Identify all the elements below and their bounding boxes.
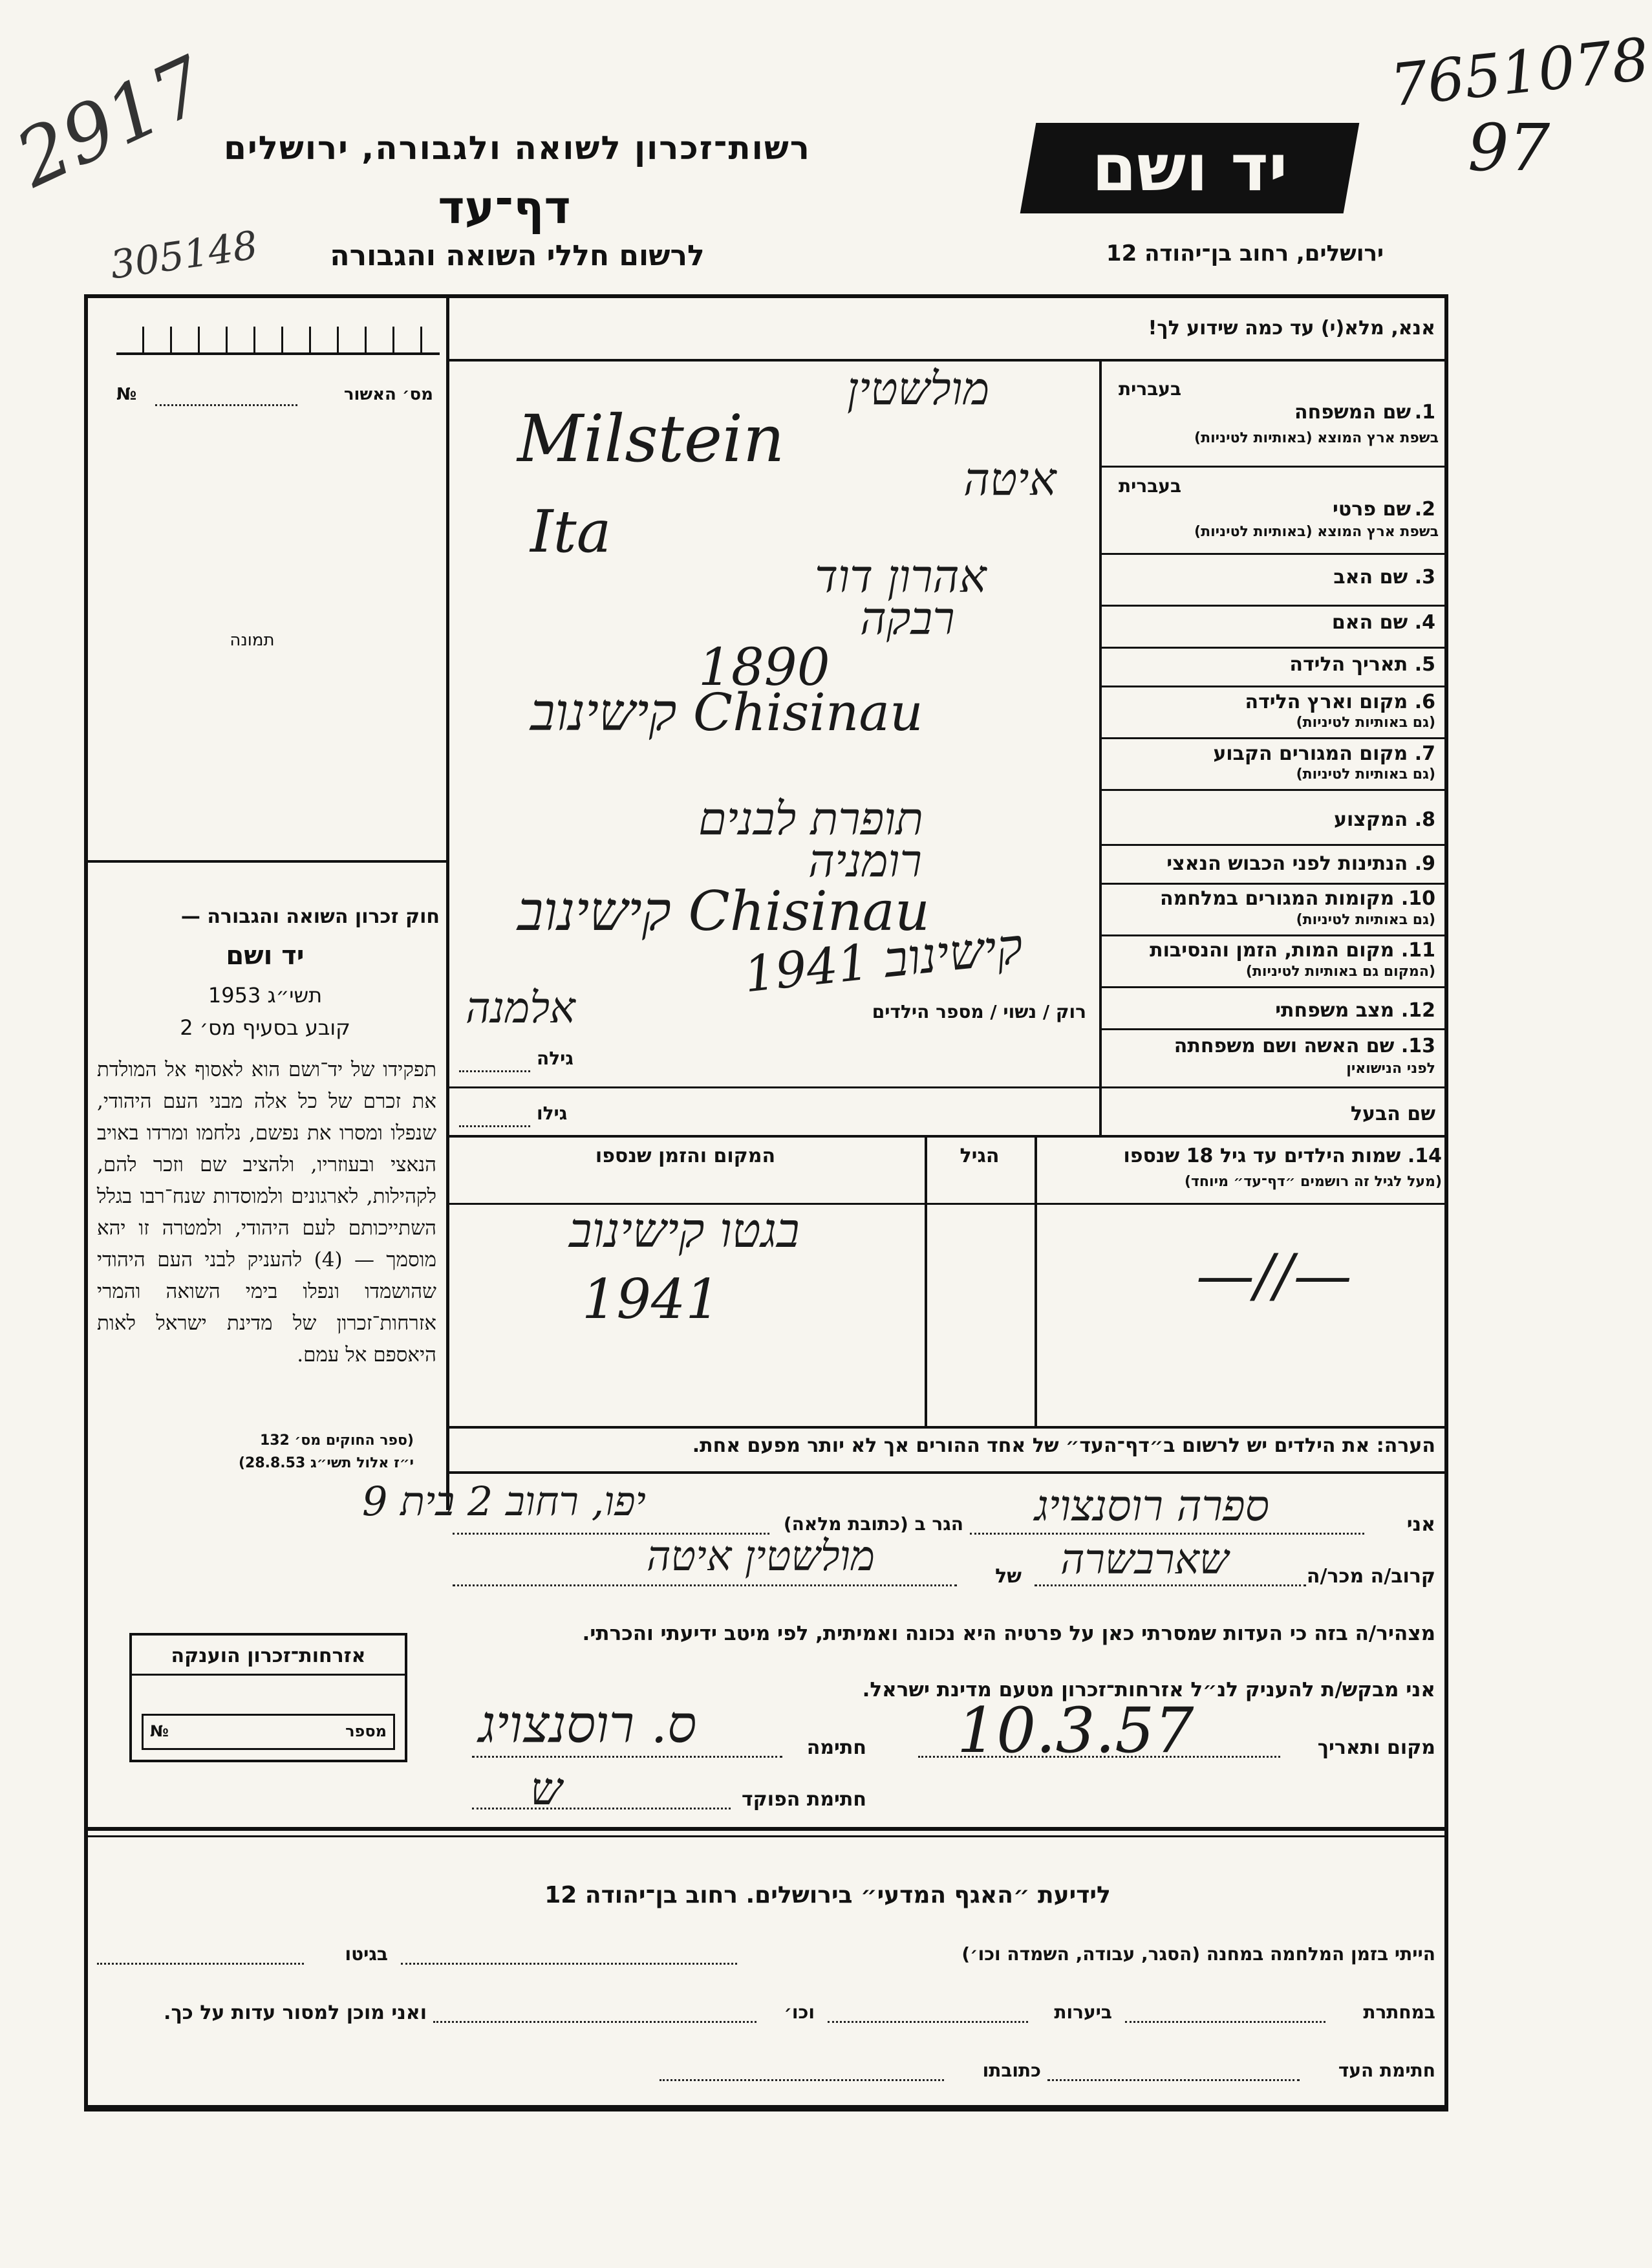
children-age-header: הגיל <box>960 1145 1000 1167</box>
row12-number: 12. <box>1400 999 1435 1022</box>
stamp-number-label: מספר <box>345 1722 387 1740</box>
row5-number: 5. <box>1414 653 1435 676</box>
of-value: מולשטין איטה <box>647 1533 875 1581</box>
stamp-title: אזרחות־זכרון הוענקה <box>132 1645 405 1676</box>
law-reference-2: י״ז אלול תשי״ג 28.8.53) <box>238 1455 414 1471</box>
nationality: רומניה <box>808 834 922 887</box>
left-margin-note: 2917 <box>3 39 220 206</box>
officer-signature-label: חתימת הפוקד <box>742 1788 866 1811</box>
note-text: הערה: את הילדים יש לרשום ב״דף־העד״ של אחד ההורים אך לא יותר מפעם אחת. <box>692 1434 1435 1457</box>
row1-number: 1. <box>1414 401 1435 424</box>
declarant-address: יפו, רחוב 2 בית 9 <box>362 1478 646 1525</box>
approval-number-label: מס׳ האשור <box>343 385 433 404</box>
father-name: אהרון דוד <box>815 550 987 603</box>
law-reference-1: (ספר החוקים מס׳ 132 <box>259 1432 414 1449</box>
row6-label <box>1112 691 1435 713</box>
row11-label <box>1112 939 1435 962</box>
relation-value: שארבשרה <box>1060 1536 1229 1584</box>
row1-label <box>1112 401 1435 424</box>
row9-title: הנתינות לפני הכבוש הנאצי <box>1166 852 1408 875</box>
children-sub: (מעל לגיל זה רושמים ״דף־עד״ מיוחד) <box>1184 1174 1442 1190</box>
declarant-signature: ס. רוסנצויג <box>478 1694 697 1755</box>
row2-hebrew-tag: בעברית <box>1119 475 1182 497</box>
row11-number: 11. <box>1400 939 1435 962</box>
marital-options: רוק / נשוי / מספר הילדים <box>872 1001 1086 1022</box>
memorial-citizenship-stamp <box>129 1633 407 1762</box>
given-name-latin: Ita <box>530 498 612 566</box>
law-title: חוק זכרון השואה והגבורה — <box>180 905 440 928</box>
form-title: דף־עד <box>438 181 571 234</box>
form-intro: אנא, מלא(י) עד כמה שידוע לך! <box>1148 317 1435 340</box>
row9-number: 9. <box>1414 852 1435 875</box>
place-of-death: קישינוב 1941 <box>741 916 1026 1004</box>
row5-title: תאריך הלידה <box>1289 653 1408 676</box>
officer-signature: ש <box>530 1762 563 1815</box>
row1-title: שם המשפחה <box>1294 401 1411 424</box>
archive-sub-number: 97 <box>1468 110 1550 186</box>
row1-sub: בשפת ארץ המוצא (באותיות לטיניות) <box>1194 430 1439 446</box>
row8-label <box>1112 808 1435 831</box>
law-logo: יד ושם <box>226 941 305 971</box>
footer-camp-line: הייתי בזמן המלחמה במחנה (הסגר, עבודה, השמדה וכו׳) <box>961 1943 1435 1965</box>
row6-number: 6. <box>1414 691 1435 713</box>
children-place-header: המקום והזמן שנספו <box>595 1145 776 1167</box>
stamp-number-suffix: № <box>150 1722 169 1740</box>
footer-ready: ואני מוכן למסור עדות על כך. <box>164 2002 427 2024</box>
row13-number: 13. <box>1400 1035 1435 1057</box>
declarant-i-label: אני <box>1406 1513 1435 1536</box>
row5-label <box>1112 653 1435 676</box>
place-date-label: מקום ותאריך <box>1317 1736 1435 1759</box>
archive-number: 7651078 <box>1387 25 1652 120</box>
row9-label <box>1112 852 1435 875</box>
photo-label: תמונה <box>230 631 275 650</box>
law-year: תשי״ג 1953 <box>208 983 323 1008</box>
request-text: אני מבקש/ת להעניק לנ״ל אזרחות־זכרון מטעם מדינת ישראל. <box>862 1678 1435 1701</box>
row8-number: 8. <box>1414 808 1435 831</box>
surname-latin: Milstein <box>517 401 785 477</box>
row2-title: שם פרטי <box>1333 498 1411 521</box>
birth-place: קישינוב Chisinau <box>530 682 923 742</box>
left-margin-note-2: 305148 <box>107 222 261 288</box>
wife-age-label: גילה <box>537 1048 574 1069</box>
children-year-value: 1941 <box>582 1268 720 1331</box>
declarant-name: ספרה רוסנצויג <box>1035 1481 1270 1531</box>
husband-label: שם הבעל <box>1350 1103 1435 1125</box>
row10-label <box>1112 887 1435 910</box>
logo-text: יד ושם <box>1091 130 1288 206</box>
row6-title: מקום וארץ הלידה <box>1245 691 1408 713</box>
wartime-residence: קישינוב Chisinau <box>517 880 930 943</box>
authority-name: רשות־זכרון לשואה ולגבורה, ירושלים <box>224 129 811 167</box>
row2-number: 2. <box>1414 498 1435 521</box>
footer-forests: ביערות <box>1054 2002 1112 2023</box>
surname-hebrew: מולשטין <box>847 362 990 415</box>
row12-label <box>1112 999 1435 1022</box>
row2-sub: בשפת ארץ המוצא (באותיות לטיניות) <box>1194 524 1439 540</box>
row13-title: שם האשה ושם משפחתה <box>1174 1035 1395 1057</box>
footer-witness-signature: חתימת העד <box>1338 2060 1435 2081</box>
husband-age-label: גילו <box>537 1103 568 1124</box>
signature-label: חתימה <box>806 1736 866 1759</box>
place-date-value: 10.3.57 <box>957 1694 1194 1767</box>
approval-ticks <box>116 327 440 355</box>
row10-title: מקומות המגורים במלחמה <box>1160 887 1395 910</box>
approval-number-suffix: № <box>116 385 137 404</box>
row12-title: מצב משפחתי <box>1275 999 1395 1022</box>
declarant-resides-label: הגר ב (כתובת מלאה) <box>783 1513 963 1535</box>
of-label: של <box>995 1565 1022 1588</box>
row3-title: שם האב <box>1333 566 1408 589</box>
row3-number: 3. <box>1414 566 1435 589</box>
children-place-value: בגטו קישינוב <box>569 1203 800 1258</box>
occupation: תופרת לבנים <box>698 792 923 845</box>
row13-sub: לפני הנישואין <box>1346 1061 1435 1077</box>
row13-label <box>1112 1035 1435 1057</box>
footer-etc: וכו׳ <box>784 2002 815 2023</box>
row2-label <box>1112 498 1435 521</box>
row3-label <box>1112 566 1435 589</box>
row11-title: מקום המות, הזמן והנסיבות <box>1150 939 1395 962</box>
row7-title: מקום המגורים הקבוע <box>1213 742 1408 765</box>
footer-title: לידיעת ״האגף המדעי״ בירושלים. רחוב בן־יהודה 12 <box>544 1882 1111 1908</box>
yad-vashem-logo <box>1020 123 1360 213</box>
footer-underground: במחתרת <box>1363 2002 1435 2023</box>
row11-sub: (המקום גם באותיות לטיניות) <box>1245 964 1435 980</box>
row4-number: 4. <box>1414 611 1435 634</box>
row8-title: המקצוע <box>1333 808 1408 831</box>
row7-label <box>1112 742 1435 765</box>
law-text: תפקידו של יד־ושם הוא לאסוף אל המולדת את זכרם של כל אלה מבני העם היהודי, שנפלו ומסרו את נפשם, נלחמו ומרדו באויב הנאצי ובעוזריו, ולהציב שם וזכר להם, לקהילות, לארגונים ולמוסדות שנח־רבו בגלל השתייכותם לעם היהודי, ולמטרה זו יהא מוסמך — (4) להעניק לבני העם היהודי שהושמדו ונפלו בימי השואה והמרי אזרחות־זכרון של מדינת ישראל לאות היאספם אל עמם. <box>97 1058 436 1366</box>
law-clause: קובע בסעיף מס׳ 2 <box>180 1015 350 1040</box>
marital-status: אלמנה <box>466 983 575 1033</box>
children-label: 14. שמות הילדים עד גיל 18 שנספו <box>1123 1145 1442 1167</box>
relation-label: קרוב/ה מכר/ה <box>1306 1565 1435 1588</box>
row10-number: 10. <box>1400 887 1435 910</box>
row10-sub: (גם באותיות לטיניות) <box>1296 912 1435 928</box>
declaration-text: מצהיר/ה בזה כי העדות שמסרתי כאן על פרטיה היא נכונה ואמיתית, לפי מיטב ידיעתי והכרתי. <box>582 1622 1435 1645</box>
given-name-hebrew: איטה <box>963 453 1057 506</box>
children-strike: —//— <box>1196 1242 1352 1310</box>
form-subtitle: לרשום חללי השואה והגבורה <box>330 239 705 272</box>
row7-sub: (גם באותיות לטיניות) <box>1296 766 1435 783</box>
header-address: ירושלים, רחוב בן־יהודה 12 <box>1106 241 1384 266</box>
row4-title: שם האם <box>1331 611 1408 634</box>
footer-witness-address: כתובתו <box>982 2060 1041 2081</box>
row1-hebrew-tag: בעברית <box>1119 378 1182 400</box>
row7-number: 7. <box>1414 742 1435 765</box>
mother-name: רבקה <box>860 592 955 645</box>
row4-label <box>1112 611 1435 634</box>
row6-sub: (גם באותיות לטיניות) <box>1296 715 1435 731</box>
footer-ghetto: בגיטו <box>345 1943 388 1965</box>
birth-date: 1890 <box>698 637 830 697</box>
